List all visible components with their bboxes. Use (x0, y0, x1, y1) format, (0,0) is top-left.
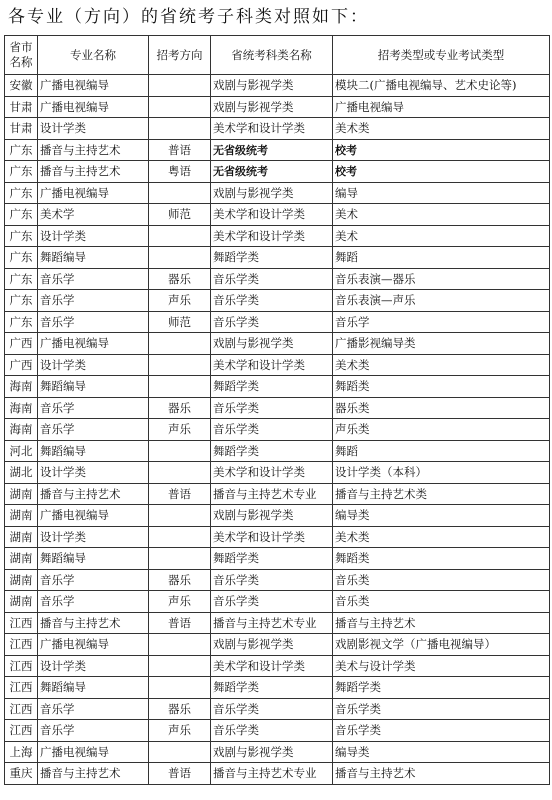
cell-exam-category: 音乐学类 (211, 397, 333, 419)
cell-major: 广播电视编导 (38, 333, 149, 355)
cell-direction: 普语 (149, 763, 211, 785)
table-body (5, 75, 550, 785)
cell-direction (149, 655, 211, 677)
cell-exam-type: 舞蹈 (333, 247, 550, 269)
table-row (5, 462, 550, 484)
header-exam-type: 招考类型或专业考试类型 (333, 36, 550, 75)
table-row (5, 75, 550, 97)
table-row (5, 182, 550, 204)
cell-exam-category: 音乐学类 (211, 311, 333, 333)
cell-direction (149, 225, 211, 247)
cell-province: 上海 (5, 741, 38, 763)
cell-direction (149, 677, 211, 699)
cell-exam-category: 无省级统考 (211, 161, 333, 183)
cell-direction (149, 182, 211, 204)
cell-exam-type: 舞蹈类 (333, 376, 550, 398)
table-row (5, 440, 550, 462)
table-row (5, 161, 550, 183)
cell-exam-type: 音乐学类 (333, 720, 550, 742)
cell-province: 湖南 (5, 505, 38, 527)
cell-direction: 声乐 (149, 591, 211, 613)
cell-major: 音乐学 (38, 569, 149, 591)
cell-province: 安徽 (5, 75, 38, 97)
cell-province: 广西 (5, 354, 38, 376)
table-row (5, 204, 550, 226)
cell-exam-category: 播音与主持艺术专业 (211, 763, 333, 785)
cell-major: 播音与主持艺术 (38, 139, 149, 161)
cell-province: 湖南 (5, 526, 38, 548)
cell-exam-type: 美术 (333, 225, 550, 247)
table-header-row (5, 36, 550, 75)
table-row (5, 118, 550, 140)
cell-exam-category: 舞蹈学类 (211, 376, 333, 398)
cell-province: 江西 (5, 655, 38, 677)
cell-major: 音乐学 (38, 720, 149, 742)
cell-major: 音乐学 (38, 268, 149, 290)
cell-major: 音乐学 (38, 290, 149, 312)
cell-province: 广东 (5, 182, 38, 204)
cell-major: 音乐学 (38, 419, 149, 441)
cell-exam-category: 戏剧与影视学类 (211, 634, 333, 656)
cell-direction (149, 548, 211, 570)
table-row (5, 419, 550, 441)
cell-major: 设计学类 (38, 225, 149, 247)
cell-exam-type: 模块二(广播电视编导、艺术史论等) (333, 75, 550, 97)
cell-exam-type: 播音与主持艺术类 (333, 483, 550, 505)
cell-direction (149, 376, 211, 398)
table-row (5, 720, 550, 742)
cell-exam-type: 美术 (333, 204, 550, 226)
cell-exam-category: 音乐学类 (211, 419, 333, 441)
cell-exam-type: 戏剧影视文学（广播电视编导） (333, 634, 550, 656)
cell-exam-category: 无省级统考 (211, 139, 333, 161)
cell-exam-type: 美术类 (333, 118, 550, 140)
header-exam-category: 省统考科类名称 (211, 36, 333, 75)
cell-exam-category: 美术学和设计学类 (211, 462, 333, 484)
cell-major: 设计学类 (38, 526, 149, 548)
cell-exam-category: 播音与主持艺术专业 (211, 612, 333, 634)
table-row (5, 397, 550, 419)
table-row (5, 311, 550, 333)
cell-exam-type: 编导类 (333, 505, 550, 527)
cell-province: 江西 (5, 698, 38, 720)
cell-province: 广东 (5, 268, 38, 290)
cell-exam-type: 声乐类 (333, 419, 550, 441)
cell-exam-category: 美术学和设计学类 (211, 118, 333, 140)
exam-category-table (4, 35, 550, 785)
cell-direction (149, 118, 211, 140)
cell-exam-category: 舞蹈学类 (211, 548, 333, 570)
cell-major: 设计学类 (38, 655, 149, 677)
cell-major: 音乐学 (38, 591, 149, 613)
cell-province: 广东 (5, 311, 38, 333)
cell-exam-type: 设计学类（本科） (333, 462, 550, 484)
cell-major: 舞蹈编导 (38, 376, 149, 398)
cell-major: 设计学类 (38, 462, 149, 484)
cell-major: 广播电视编导 (38, 96, 149, 118)
cell-direction: 器乐 (149, 698, 211, 720)
cell-direction (149, 333, 211, 355)
cell-direction: 普语 (149, 612, 211, 634)
cell-exam-category: 美术学和设计学类 (211, 655, 333, 677)
header-major: 专业名称 (38, 36, 149, 75)
cell-direction: 普语 (149, 139, 211, 161)
table-row (5, 591, 550, 613)
cell-exam-type: 舞蹈类 (333, 548, 550, 570)
cell-direction (149, 75, 211, 97)
cell-direction (149, 462, 211, 484)
table-row (5, 612, 550, 634)
cell-province: 海南 (5, 376, 38, 398)
table-row (5, 139, 550, 161)
cell-exam-type: 广播影视编导类 (333, 333, 550, 355)
cell-direction (149, 247, 211, 269)
cell-exam-type: 音乐学 (333, 311, 550, 333)
cell-exam-category: 舞蹈学类 (211, 247, 333, 269)
cell-exam-category: 舞蹈学类 (211, 677, 333, 699)
cell-direction: 师范 (149, 311, 211, 333)
cell-province: 江西 (5, 677, 38, 699)
cell-exam-type: 音乐类 (333, 591, 550, 613)
table-row (5, 96, 550, 118)
cell-direction (149, 741, 211, 763)
cell-exam-type: 音乐表演—声乐 (333, 290, 550, 312)
cell-province: 广东 (5, 225, 38, 247)
table-row (5, 290, 550, 312)
table-row (5, 741, 550, 763)
cell-exam-category: 戏剧与影视学类 (211, 505, 333, 527)
cell-exam-category: 美术学和设计学类 (211, 526, 333, 548)
cell-direction (149, 634, 211, 656)
cell-exam-category: 戏剧与影视学类 (211, 182, 333, 204)
cell-exam-category: 音乐学类 (211, 720, 333, 742)
cell-province: 江西 (5, 634, 38, 656)
cell-exam-type: 编导 (333, 182, 550, 204)
cell-major: 广播电视编导 (38, 634, 149, 656)
header-province: 省市名称 (5, 36, 38, 75)
cell-exam-type: 器乐类 (333, 397, 550, 419)
cell-major: 舞蹈编导 (38, 247, 149, 269)
cell-province: 广东 (5, 139, 38, 161)
cell-exam-type: 舞蹈 (333, 440, 550, 462)
cell-province: 湖南 (5, 569, 38, 591)
cell-province: 河北 (5, 440, 38, 462)
cell-direction: 器乐 (149, 397, 211, 419)
cell-province: 广东 (5, 290, 38, 312)
cell-major: 舞蹈编导 (38, 548, 149, 570)
table-row (5, 569, 550, 591)
cell-major: 广播电视编导 (38, 741, 149, 763)
table-row (5, 354, 550, 376)
cell-exam-type: 校考 (333, 139, 550, 161)
table-row (5, 225, 550, 247)
cell-exam-category: 美术学和设计学类 (211, 225, 333, 247)
cell-exam-type: 舞蹈学类 (333, 677, 550, 699)
cell-exam-category: 播音与主持艺术专业 (211, 483, 333, 505)
cell-province: 甘肃 (5, 96, 38, 118)
cell-exam-category: 戏剧与影视学类 (211, 75, 333, 97)
cell-major: 播音与主持艺术 (38, 161, 149, 183)
cell-direction (149, 440, 211, 462)
cell-exam-type: 编导类 (333, 741, 550, 763)
cell-exam-category: 舞蹈学类 (211, 440, 333, 462)
cell-direction: 声乐 (149, 419, 211, 441)
page-heading: 各专业（方向）的省统考子科类对照如下： (8, 7, 369, 27)
cell-province: 甘肃 (5, 118, 38, 140)
cell-exam-category: 音乐学类 (211, 290, 333, 312)
cell-exam-category: 音乐学类 (211, 268, 333, 290)
cell-major: 播音与主持艺术 (38, 763, 149, 785)
table-row (5, 677, 550, 699)
cell-province: 重庆 (5, 763, 38, 785)
cell-exam-type: 音乐表演—器乐 (333, 268, 550, 290)
table-row (5, 698, 550, 720)
cell-province: 广东 (5, 204, 38, 226)
cell-province: 江西 (5, 612, 38, 634)
cell-exam-type: 广播电视编导 (333, 96, 550, 118)
cell-major: 舞蹈编导 (38, 677, 149, 699)
cell-province: 海南 (5, 397, 38, 419)
cell-exam-type: 美术与设计学类 (333, 655, 550, 677)
table-row (5, 268, 550, 290)
table-row (5, 247, 550, 269)
cell-province: 湖南 (5, 548, 38, 570)
table-row (5, 763, 550, 785)
cell-direction: 普语 (149, 483, 211, 505)
cell-direction: 师范 (149, 204, 211, 226)
cell-major: 音乐学 (38, 698, 149, 720)
cell-direction: 器乐 (149, 268, 211, 290)
cell-direction (149, 354, 211, 376)
cell-major: 音乐学 (38, 397, 149, 419)
cell-exam-category: 美术学和设计学类 (211, 204, 333, 226)
cell-exam-category: 戏剧与影视学类 (211, 333, 333, 355)
cell-exam-category: 音乐学类 (211, 591, 333, 613)
cell-province: 湖南 (5, 591, 38, 613)
cell-exam-category: 音乐学类 (211, 698, 333, 720)
cell-direction: 声乐 (149, 290, 211, 312)
table-row (5, 333, 550, 355)
table-row (5, 548, 550, 570)
cell-direction: 粤语 (149, 161, 211, 183)
cell-direction: 声乐 (149, 720, 211, 742)
cell-major: 播音与主持艺术 (38, 612, 149, 634)
cell-exam-type: 播音与主持艺术 (333, 612, 550, 634)
cell-exam-type: 校考 (333, 161, 550, 183)
cell-exam-type: 美术类 (333, 354, 550, 376)
table-row (5, 376, 550, 398)
cell-exam-category: 戏剧与影视学类 (211, 741, 333, 763)
cell-major: 音乐学 (38, 311, 149, 333)
header-direction: 招考方向 (149, 36, 211, 75)
cell-exam-type: 播音与主持艺术 (333, 763, 550, 785)
cell-province: 湖南 (5, 483, 38, 505)
cell-exam-category: 美术学和设计学类 (211, 354, 333, 376)
cell-exam-type: 音乐学类 (333, 698, 550, 720)
cell-major: 播音与主持艺术 (38, 483, 149, 505)
table-row (5, 634, 550, 656)
cell-exam-category: 戏剧与影视学类 (211, 96, 333, 118)
cell-exam-type: 音乐类 (333, 569, 550, 591)
cell-major: 广播电视编导 (38, 75, 149, 97)
cell-major: 舞蹈编导 (38, 440, 149, 462)
cell-direction (149, 526, 211, 548)
table-row (5, 505, 550, 527)
cell-major: 广播电视编导 (38, 505, 149, 527)
cell-province: 江西 (5, 720, 38, 742)
table-row (5, 526, 550, 548)
cell-province: 广东 (5, 161, 38, 183)
cell-exam-type: 美术类 (333, 526, 550, 548)
table-row (5, 483, 550, 505)
cell-province: 广西 (5, 333, 38, 355)
cell-major: 广播电视编导 (38, 182, 149, 204)
cell-province: 湖北 (5, 462, 38, 484)
cell-province: 海南 (5, 419, 38, 441)
cell-major: 设计学类 (38, 354, 149, 376)
cell-direction: 器乐 (149, 569, 211, 591)
cell-major: 美术学 (38, 204, 149, 226)
cell-direction (149, 96, 211, 118)
cell-province: 广东 (5, 247, 38, 269)
cell-direction (149, 505, 211, 527)
cell-exam-category: 音乐学类 (211, 569, 333, 591)
table-row (5, 655, 550, 677)
cell-major: 设计学类 (38, 118, 149, 140)
